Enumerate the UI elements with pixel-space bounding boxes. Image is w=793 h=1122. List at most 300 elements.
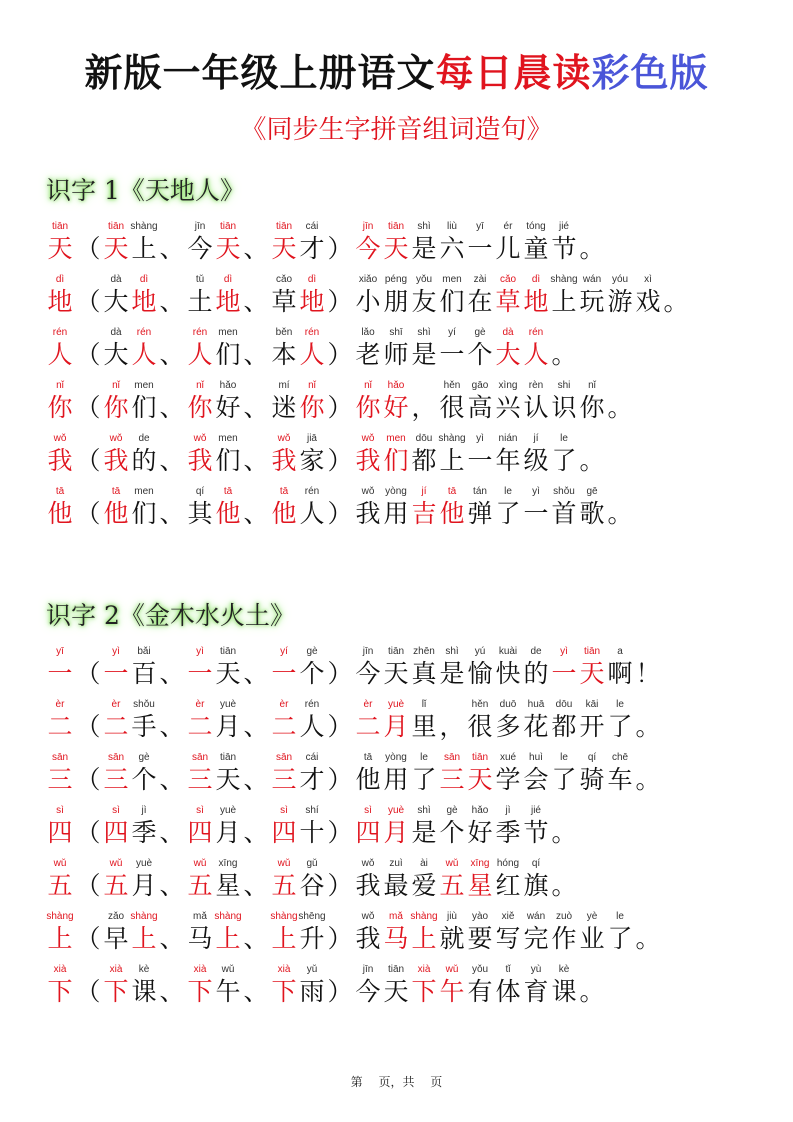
character-cell	[466, 858, 494, 902]
pinyin: ér	[503, 221, 513, 232]
punctuation	[550, 327, 578, 371]
pinyin: jīn	[194, 221, 206, 232]
character-cell	[550, 380, 578, 424]
hanzi: 都	[411, 446, 437, 475]
hanzi: 二	[355, 712, 381, 741]
hanzi: 四	[355, 818, 381, 847]
character-cell	[298, 752, 326, 796]
character-cell	[354, 911, 382, 955]
pinyin: tiān	[51, 221, 69, 232]
hanzi: ）	[327, 659, 353, 688]
character-cell	[382, 805, 410, 849]
hanzi: 、	[243, 977, 269, 1006]
hanzi: 就	[439, 924, 465, 953]
character-cell	[130, 964, 158, 1008]
hanzi: 下	[103, 977, 129, 1006]
punctuation	[74, 433, 102, 477]
hanzi: 写	[495, 924, 521, 953]
pinyin: rén	[304, 699, 320, 710]
character-cell	[550, 486, 578, 530]
pinyin: yì	[112, 646, 120, 657]
character-cell	[438, 433, 466, 477]
pinyin: yú	[474, 646, 486, 657]
punctuation	[326, 858, 354, 902]
pinyin: hěn	[443, 380, 461, 391]
pinyin: tā	[363, 752, 373, 763]
character-cell	[466, 752, 494, 796]
character-cell	[550, 221, 578, 265]
pinyin: shí	[305, 805, 319, 816]
hanzi: ）	[327, 924, 353, 953]
character-cell	[46, 805, 74, 849]
hanzi: 人	[187, 340, 213, 369]
pinyin: shǒu	[133, 699, 155, 710]
hanzi: 今	[355, 977, 381, 1006]
hanzi: 们	[439, 287, 465, 316]
punctuation	[74, 911, 102, 955]
punctuation	[242, 380, 270, 424]
character-cell	[46, 274, 74, 318]
character-cell	[298, 858, 326, 902]
hanzi: 愉	[467, 659, 493, 688]
section-heading-2: 识字 2《金木水火土》	[46, 601, 295, 630]
character-cell	[214, 380, 242, 424]
character-cell	[466, 964, 494, 1008]
text-line	[46, 905, 662, 955]
character-cell	[46, 964, 74, 1008]
hanzi: 师	[383, 340, 409, 369]
punctuation	[74, 380, 102, 424]
character-cell	[270, 327, 298, 371]
pinyin: wǒ	[193, 433, 207, 444]
hanzi: 上	[551, 287, 577, 316]
hanzi: 上	[47, 924, 73, 953]
character-cell	[46, 646, 74, 690]
character-cell	[438, 646, 466, 690]
character-cell	[214, 327, 242, 371]
hanzi: 。	[551, 871, 577, 900]
hanzi: 三	[47, 765, 73, 794]
punctuation	[74, 752, 102, 796]
hanzi: 迷	[271, 393, 297, 422]
pinyin: běn	[275, 327, 293, 338]
character-cell	[494, 699, 522, 743]
hanzi: 。	[551, 818, 577, 847]
character-cell	[522, 327, 550, 371]
hanzi: 个	[299, 659, 325, 688]
hanzi: 五	[439, 871, 465, 900]
hanzi: ）	[327, 234, 353, 263]
hanzi: 家	[299, 446, 325, 475]
hanzi: 马	[187, 924, 213, 953]
pinyin: sān	[51, 752, 69, 763]
character-cell	[550, 646, 578, 690]
character-cell	[466, 327, 494, 371]
hanzi: 一	[187, 659, 213, 688]
character-cell	[186, 805, 214, 849]
character-cell	[46, 911, 74, 955]
text-line	[46, 480, 634, 530]
hanzi: （	[75, 818, 101, 847]
hanzi: 月	[215, 818, 241, 847]
hanzi: 、	[159, 818, 185, 847]
hanzi: 们	[131, 499, 157, 528]
hanzi: 他	[439, 499, 465, 528]
pinyin: men	[134, 380, 154, 391]
hanzi: 用	[383, 499, 409, 528]
hanzi: 人	[131, 340, 157, 369]
pinyin: zài	[473, 274, 487, 285]
pinyin: mí	[278, 380, 290, 391]
pinyin: lǐ	[421, 699, 427, 710]
pinyin: xué	[499, 752, 517, 763]
hanzi: （	[75, 446, 101, 475]
pinyin: wǔ	[193, 858, 207, 869]
character-cell	[270, 380, 298, 424]
pinyin: men	[218, 327, 238, 338]
hanzi: 、	[243, 340, 269, 369]
pinyin: bǎi	[137, 646, 151, 657]
pinyin: nǐ	[196, 380, 204, 391]
hanzi: 要	[467, 924, 493, 953]
character-cell	[410, 221, 438, 265]
pinyin: kè	[558, 964, 570, 975]
pinyin: yǒu	[415, 274, 433, 285]
hanzi: 作	[551, 924, 577, 953]
pinyin: tā	[55, 486, 65, 497]
hanzi: ，	[439, 712, 465, 741]
punctuation	[438, 699, 466, 743]
character-cell	[186, 752, 214, 796]
character-cell	[354, 752, 382, 796]
hanzi: 三	[187, 765, 213, 794]
pinyin: gǔ	[306, 858, 318, 869]
hanzi: 午	[215, 977, 241, 1006]
hanzi: 、	[243, 499, 269, 528]
text-line	[46, 268, 690, 318]
punctuation	[326, 380, 354, 424]
pinyin: hǎo	[471, 805, 489, 816]
character-cell	[298, 380, 326, 424]
pinyin: wǒ	[361, 911, 375, 922]
hanzi: 四	[187, 818, 213, 847]
character-cell	[382, 911, 410, 955]
character-cell	[214, 221, 242, 265]
character-cell	[186, 380, 214, 424]
character-cell	[354, 221, 382, 265]
character-cell	[270, 646, 298, 690]
hanzi: 了	[411, 765, 437, 794]
hanzi: 他	[103, 499, 129, 528]
pinyin: le	[560, 433, 568, 444]
hanzi: 、	[243, 765, 269, 794]
character-cell	[550, 964, 578, 1008]
hanzi: 了	[495, 499, 521, 528]
hanzi: 游	[607, 287, 633, 316]
character-cell	[130, 699, 158, 743]
character-cell	[186, 327, 214, 371]
character-cell	[494, 805, 522, 849]
character-cell	[522, 221, 550, 265]
pinyin: jīn	[362, 646, 374, 657]
hanzi: ）	[327, 818, 353, 847]
pinyin: le	[616, 911, 624, 922]
character-cell	[354, 486, 382, 530]
hanzi: 其	[187, 499, 213, 528]
punctuation	[242, 221, 270, 265]
hanzi: 四	[47, 818, 73, 847]
pinyin: èr	[363, 699, 373, 710]
hanzi: 五	[103, 871, 129, 900]
punctuation	[550, 805, 578, 849]
pinyin: gè	[474, 327, 486, 338]
character-cell	[186, 486, 214, 530]
pinyin: yì	[196, 646, 204, 657]
character-cell	[298, 911, 326, 955]
pinyin: hǎo	[387, 380, 405, 391]
text-line	[46, 746, 662, 796]
pinyin: wǒ	[53, 433, 67, 444]
hanzi: 是	[439, 659, 465, 688]
punctuation	[242, 858, 270, 902]
pinyin: xiǎo	[358, 274, 378, 285]
hanzi: 今	[355, 234, 381, 263]
character-cell	[130, 486, 158, 530]
character-cell	[578, 752, 606, 796]
character-cell	[522, 646, 550, 690]
punctuation	[74, 699, 102, 743]
hanzi: 年	[495, 446, 521, 475]
hanzi: 们	[215, 340, 241, 369]
pinyin: le	[616, 699, 624, 710]
character-cell	[466, 274, 494, 318]
character-cell	[606, 274, 634, 318]
pinyin: jīn	[362, 964, 374, 975]
hanzi: 很	[467, 712, 493, 741]
pinyin: shàng	[46, 911, 74, 922]
pinyin: shàng	[130, 911, 158, 922]
pinyin: dì	[531, 274, 541, 285]
character-cell	[186, 964, 214, 1008]
pinyin: yuè	[219, 805, 237, 816]
pinyin: sì	[112, 805, 120, 816]
character-cell	[214, 964, 242, 1008]
character-cell	[382, 327, 410, 371]
hanzi: 。	[579, 234, 605, 263]
pinyin: men	[386, 433, 406, 444]
hanzi: 他	[215, 499, 241, 528]
hanzi: 玩	[579, 287, 605, 316]
punctuation	[634, 911, 662, 955]
character-cell	[46, 699, 74, 743]
punctuation	[74, 805, 102, 849]
hanzi: 你	[355, 393, 381, 422]
punctuation	[242, 911, 270, 955]
pinyin: sān	[191, 752, 209, 763]
hanzi: 二	[103, 712, 129, 741]
page-subtitle: 《同步生字拼音组词造句》	[240, 115, 553, 145]
character-cell	[438, 327, 466, 371]
character-cell	[410, 858, 438, 902]
character-cell	[130, 752, 158, 796]
hanzi: 育	[523, 977, 549, 1006]
character-cell	[354, 964, 382, 1008]
hanzi: （	[75, 977, 101, 1006]
hanzi: 。	[607, 393, 633, 422]
hanzi: 一	[439, 340, 465, 369]
pinyin: nǐ	[112, 380, 120, 391]
hanzi: 四	[271, 818, 297, 847]
hanzi: 、	[243, 287, 269, 316]
pinyin: rén	[52, 327, 68, 338]
character-cell	[130, 858, 158, 902]
character-cell	[298, 327, 326, 371]
pinyin: wǒ	[361, 433, 375, 444]
hanzi: 月	[383, 818, 409, 847]
character-cell	[186, 646, 214, 690]
pinyin: nǐ	[364, 380, 372, 391]
punctuation	[326, 699, 354, 743]
character-cell	[102, 380, 130, 424]
character-cell	[186, 274, 214, 318]
pinyin: kè	[138, 964, 150, 975]
hanzi: 上	[411, 924, 437, 953]
hanzi: 下	[271, 977, 297, 1006]
punctuation	[326, 486, 354, 530]
hanzi: 三	[439, 765, 465, 794]
hanzi: 今	[355, 659, 381, 688]
character-cell	[578, 646, 606, 690]
hanzi: 都	[551, 712, 577, 741]
pinyin: huì	[529, 752, 543, 763]
character-cell	[382, 646, 410, 690]
pinyin: rén	[304, 486, 320, 497]
pinyin: yì	[476, 433, 484, 444]
character-cell	[102, 805, 130, 849]
punctuation	[242, 805, 270, 849]
character-cell	[186, 221, 214, 265]
pinyin: xià	[109, 964, 123, 975]
pinyin: tiān	[471, 752, 489, 763]
punctuation	[242, 699, 270, 743]
pinyin: sì	[196, 805, 204, 816]
pinyin: yòng	[385, 752, 407, 763]
pinyin: yòng	[385, 486, 407, 497]
pinyin: shī	[389, 327, 403, 338]
hanzi: 十	[299, 818, 325, 847]
punctuation	[74, 858, 102, 902]
pinyin: men	[442, 274, 462, 285]
pinyin: shì	[417, 805, 431, 816]
hanzi: 、	[159, 234, 185, 263]
hanzi: 二	[187, 712, 213, 741]
text-line	[46, 852, 578, 902]
hanzi: 、	[159, 446, 185, 475]
character-cell	[130, 646, 158, 690]
pinyin: chē	[611, 752, 629, 763]
pinyin: gāo	[471, 380, 489, 391]
title-blue: 彩色版	[591, 50, 709, 95]
hanzi: 最	[383, 871, 409, 900]
character-cell	[578, 911, 606, 955]
hanzi: 学	[495, 765, 521, 794]
hanzi: 我	[187, 446, 213, 475]
text-line	[46, 374, 634, 424]
pinyin: dōu	[555, 699, 573, 710]
character-cell	[102, 433, 130, 477]
character-cell	[102, 858, 130, 902]
punctuation	[578, 433, 606, 477]
hanzi: 友	[411, 287, 437, 316]
hanzi: 小	[355, 287, 381, 316]
character-cell	[130, 805, 158, 849]
pinyin: èr	[55, 699, 65, 710]
pinyin: tán	[473, 486, 487, 497]
hanzi: 天	[383, 234, 409, 263]
hanzi: 、	[159, 659, 185, 688]
character-cell	[270, 486, 298, 530]
character-cell	[494, 911, 522, 955]
pinyin: sān	[275, 752, 293, 763]
hanzi: ，	[411, 393, 437, 422]
hanzi: 季	[495, 818, 521, 847]
hanzi: 、	[159, 924, 185, 953]
hanzi: 高	[467, 393, 493, 422]
text-line	[46, 427, 606, 477]
character-cell	[578, 699, 606, 743]
hanzi: 草	[495, 287, 521, 316]
pinyin: wǒ	[109, 433, 123, 444]
character-cell	[550, 699, 578, 743]
pinyin: jí	[421, 486, 427, 497]
punctuation	[74, 646, 102, 690]
pinyin: wǔ	[445, 964, 459, 975]
pinyin: zuì	[389, 858, 403, 869]
character-cell	[102, 964, 130, 1008]
hanzi: （	[75, 871, 101, 900]
pinyin: kuài	[498, 646, 518, 657]
hanzi: 你	[187, 393, 213, 422]
hanzi: 月	[383, 712, 409, 741]
hanzi: 完	[523, 924, 549, 953]
hanzi: 业	[579, 924, 605, 953]
hanzi: 五	[47, 871, 73, 900]
pinyin: yuè	[387, 805, 405, 816]
punctuation	[158, 964, 186, 1008]
hanzi: 好	[215, 393, 241, 422]
hanzi: 。	[635, 924, 661, 953]
hanzi: 的	[523, 659, 549, 688]
pinyin: sì	[56, 805, 64, 816]
hanzi: 二	[47, 712, 73, 741]
hanzi: 谷	[299, 871, 325, 900]
punctuation	[326, 274, 354, 318]
character-cell	[606, 911, 634, 955]
pinyin: tiān	[275, 221, 293, 232]
pinyin: dì	[139, 274, 149, 285]
character-cell	[494, 486, 522, 530]
pinyin: yuè	[219, 699, 237, 710]
pinyin: yì	[532, 486, 540, 497]
character-cell	[298, 274, 326, 318]
pinyin: nǐ	[588, 380, 596, 391]
character-cell	[270, 274, 298, 318]
pinyin: yè	[586, 911, 598, 922]
hanzi: 我	[355, 446, 381, 475]
character-cell	[382, 274, 410, 318]
hanzi: 下	[411, 977, 437, 1006]
hanzi: 了	[551, 446, 577, 475]
